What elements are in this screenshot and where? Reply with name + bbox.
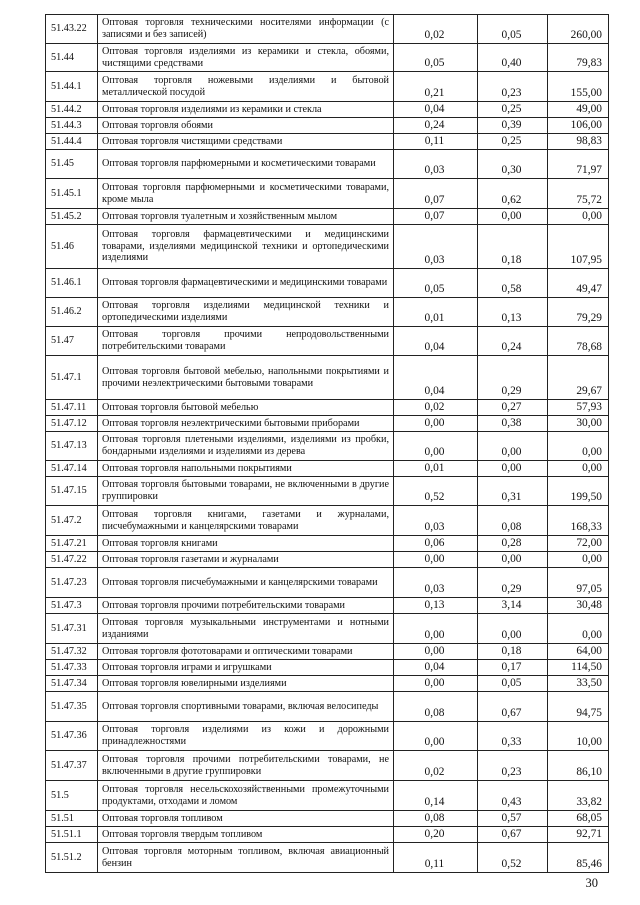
row-code: 51.47.34 [46,676,98,692]
row-value-2: 0,08 [478,506,548,536]
row-name: Оптовая торговля ножевыми изделиями и бытовой металлической посудой [98,72,394,102]
row-value-3: 0,00 [548,432,609,461]
table-row [46,843,609,873]
row-code: 51.47 [46,327,98,356]
row-value-3: 0,00 [548,209,609,225]
row-value-1: 0,03 [394,506,478,536]
row-value-1: 0,05 [394,44,478,72]
row-value-1: 0,00 [394,722,478,751]
row-value-2: 0,24 [478,327,548,356]
row-value-2: 0,00 [478,461,548,477]
row-code: 51.43.22 [46,15,98,44]
table-row [46,209,609,225]
row-value-2: 0,27 [478,400,548,416]
table-row [46,536,609,552]
row-name: Оптовая торговля ювелирными изделиями [98,676,394,692]
table-row [46,827,609,843]
table-row [46,781,609,811]
row-code: 51.47.15 [46,477,98,506]
row-code: 51.44 [46,44,98,72]
row-value-3: 94,75 [548,692,609,722]
row-value-3: 68,05 [548,811,609,827]
row-name: Оптовая торговля играми и игрушками [98,660,394,676]
row-code: 51.47.12 [46,416,98,432]
row-value-1: 0,13 [394,598,478,614]
row-code: 51.47.35 [46,692,98,722]
row-code: 51.44.1 [46,72,98,102]
row-value-2: 0,00 [478,209,548,225]
row-value-3: 30,00 [548,416,609,432]
row-name: Оптовая торговля туалетным и хозяйственным мылом [98,209,394,225]
row-value-2: 0,05 [478,676,548,692]
table-row [46,692,609,722]
table-body [46,15,609,873]
row-value-2: 0,23 [478,751,548,781]
table-row [46,225,609,269]
row-value-1: 0,06 [394,536,478,552]
table-row [46,269,609,298]
table-row [46,298,609,327]
row-code: 51.46 [46,225,98,269]
row-name: Оптовая торговля топливом [98,811,394,827]
row-name: Оптовая торговля техническими носителями информации (с записями и без записей) [98,15,394,44]
row-value-3: 98,83 [548,134,609,150]
row-name: Оптовая торговля неэлектрическими бытовыми приборами [98,416,394,432]
row-code: 51.47.36 [46,722,98,751]
row-name: Оптовая торговля парфюмерными и косметическими товарами [98,150,394,179]
row-value-2: 0,17 [478,660,548,676]
row-code: 51.47.11 [46,400,98,416]
row-code: 51.51.1 [46,827,98,843]
row-value-3: 29,67 [548,356,609,400]
row-value-1: 0,04 [394,102,478,118]
row-value-1: 0,01 [394,298,478,327]
row-value-1: 0,02 [394,751,478,781]
row-value-3: 30,48 [548,598,609,614]
row-value-1: 0,07 [394,209,478,225]
row-name: Оптовая торговля изделиями медицинской техники и ортопедическими изделиями [98,298,394,327]
row-value-3: 0,00 [548,552,609,568]
row-value-3: 260,00 [548,15,609,44]
row-value-3: 75,72 [548,179,609,209]
row-value-1: 0,00 [394,552,478,568]
row-value-1: 0,02 [394,400,478,416]
row-code: 51.51 [46,811,98,827]
row-value-1: 0,04 [394,660,478,676]
row-value-1: 0,02 [394,15,478,44]
row-value-2: 0,43 [478,781,548,811]
row-value-3: 33,50 [548,676,609,692]
row-value-3: 64,00 [548,644,609,660]
row-name: Оптовая торговля музыкальными инструментами и нотными изданиями [98,614,394,644]
row-code: 51.47.31 [46,614,98,644]
row-value-2: 0,62 [478,179,548,209]
row-name: Оптовая торговля обоями [98,118,394,134]
row-value-2: 0,28 [478,536,548,552]
row-value-2: 0,29 [478,356,548,400]
table-row [46,552,609,568]
row-name: Оптовая торговля писчебумажными и канцелярскими товарами [98,568,394,598]
row-value-2: 0,67 [478,692,548,722]
row-value-1: 0,14 [394,781,478,811]
row-value-3: 57,93 [548,400,609,416]
row-value-2: 0,13 [478,298,548,327]
row-value-1: 0,52 [394,477,478,506]
row-name: Оптовая торговля изделиями из керамики и стекла [98,102,394,118]
row-value-2: 0,18 [478,225,548,269]
row-value-3: 72,00 [548,536,609,552]
row-value-1: 0,08 [394,692,478,722]
row-code: 51.44.4 [46,134,98,150]
table-row [46,811,609,827]
row-value-1: 0,00 [394,676,478,692]
row-value-1: 0,05 [394,269,478,298]
row-code: 51.47.21 [46,536,98,552]
table-row [46,118,609,134]
table-row [46,644,609,660]
table-row [46,72,609,102]
row-value-3: 114,50 [548,660,609,676]
row-value-2: 0,05 [478,15,548,44]
row-value-2: 3,14 [478,598,548,614]
table-row [46,15,609,44]
row-code: 51.47.14 [46,461,98,477]
table-row [46,568,609,598]
table-row [46,44,609,72]
row-value-2: 0,40 [478,44,548,72]
row-value-3: 92,71 [548,827,609,843]
table-row [46,461,609,477]
row-name: Оптовая торговля прочими потребительскими товарами, не включенными в другие группировки [98,751,394,781]
row-name: Оптовая торговля моторным топливом, включая авиационный бензин [98,843,394,873]
row-value-1: 0,00 [394,432,478,461]
row-value-1: 0,24 [394,118,478,134]
row-value-2: 0,52 [478,843,548,873]
table-row [46,676,609,692]
row-code: 51.47.33 [46,660,98,676]
row-code: 51.44.3 [46,118,98,134]
row-code: 51.47.22 [46,552,98,568]
row-code: 51.47.13 [46,432,98,461]
row-value-1: 0,03 [394,225,478,269]
row-code: 51.47.32 [46,644,98,660]
row-value-3: 97,05 [548,568,609,598]
row-code: 51.46.2 [46,298,98,327]
table-row [46,614,609,644]
page-number: 30 [585,876,598,890]
table-row [46,477,609,506]
row-value-3: 78,68 [548,327,609,356]
row-name: Оптовая торговля бытовыми товарами, не включенными в другие группировки [98,477,394,506]
row-value-1: 0,03 [394,150,478,179]
row-value-1: 0,20 [394,827,478,843]
row-value-3: 168,33 [548,506,609,536]
row-value-1: 0,00 [394,644,478,660]
row-value-3: 0,00 [548,614,609,644]
row-code: 51.47.23 [46,568,98,598]
row-value-1: 0,21 [394,72,478,102]
row-code: 51.45 [46,150,98,179]
row-value-1: 0,04 [394,327,478,356]
row-name: Оптовая торговля фототоварами и оптическими товарами [98,644,394,660]
row-value-3: 71,97 [548,150,609,179]
row-value-2: 0,39 [478,118,548,134]
row-value-3: 199,50 [548,477,609,506]
table-row [46,102,609,118]
row-name: Оптовая торговля книгами [98,536,394,552]
row-value-3: 0,00 [548,461,609,477]
table-row [46,506,609,536]
row-name: Оптовая торговля плетеными изделиями, изделиями из пробки, бондарными изделиями и изделиями из дерева [98,432,394,461]
row-value-3: 49,00 [548,102,609,118]
row-value-2: 0,25 [478,134,548,150]
table-row [46,432,609,461]
row-name: Оптовая торговля книгами, газетами и журналами, писчебумажными и канцелярскими товарами [98,506,394,536]
activity-codes-table [45,14,609,873]
row-value-2: 0,31 [478,477,548,506]
table-row [46,751,609,781]
row-name: Оптовая торговля чистящими средствами [98,134,394,150]
row-name: Оптовая торговля твердым топливом [98,827,394,843]
row-value-1: 0,03 [394,568,478,598]
row-value-3: 107,95 [548,225,609,269]
row-code: 51.5 [46,781,98,811]
row-code: 51.44.2 [46,102,98,118]
row-value-3: 10,00 [548,722,609,751]
row-value-2: 0,30 [478,150,548,179]
row-value-2: 0,38 [478,416,548,432]
row-code: 51.51.2 [46,843,98,873]
row-value-2: 0,29 [478,568,548,598]
row-value-3: 86,10 [548,751,609,781]
row-value-3: 85,46 [548,843,609,873]
row-value-3: 155,00 [548,72,609,102]
row-value-2: 0,23 [478,72,548,102]
table-row [46,660,609,676]
row-name: Оптовая торговля фармацевтическими и медицинскими товарами [98,269,394,298]
row-value-3: 106,00 [548,118,609,134]
row-value-3: 79,83 [548,44,609,72]
row-code: 51.47.1 [46,356,98,400]
table-row [46,327,609,356]
table-row [46,416,609,432]
row-code: 51.47.37 [46,751,98,781]
row-name: Оптовая торговля несельскохозяйственными промежуточными продуктами, отходами и ломом [98,781,394,811]
row-value-1: 0,11 [394,134,478,150]
table-row [46,598,609,614]
row-value-1: 0,01 [394,461,478,477]
row-value-1: 0,07 [394,179,478,209]
row-value-2: 0,00 [478,432,548,461]
row-value-1: 0,08 [394,811,478,827]
row-value-2: 0,67 [478,827,548,843]
table-row [46,356,609,400]
row-name: Оптовая торговля изделиями из кожи и дорожными принадлежностями [98,722,394,751]
row-value-1: 0,11 [394,843,478,873]
row-value-2: 0,57 [478,811,548,827]
row-value-1: 0,04 [394,356,478,400]
row-value-2: 0,00 [478,552,548,568]
row-code: 51.45.2 [46,209,98,225]
row-name: Оптовая торговля фармацевтическими и медицинскими товарами, изделиями медицинской техники и ортопедическими изделиями [98,225,394,269]
row-name: Оптовая торговля напольными покрытиями [98,461,394,477]
row-name: Оптовая торговля спортивными товарами, включая велосипеды [98,692,394,722]
row-value-3: 33,82 [548,781,609,811]
row-name: Оптовая торговля бытовой мебелью [98,400,394,416]
row-value-1: 0,00 [394,416,478,432]
row-name: Оптовая торговля бытовой мебелью, напольными покрытиями и прочими неэлектрическими бытовыми товарами [98,356,394,400]
row-value-2: 0,00 [478,614,548,644]
row-value-2: 0,33 [478,722,548,751]
row-name: Оптовая торговля парфюмерными и косметическими товарами, кроме мыла [98,179,394,209]
row-code: 51.47.2 [46,506,98,536]
row-code: 51.45.1 [46,179,98,209]
row-value-3: 49,47 [548,269,609,298]
row-name: Оптовая торговля прочими потребительскими товарами [98,598,394,614]
table-row [46,179,609,209]
row-value-2: 0,25 [478,102,548,118]
row-value-1: 0,00 [394,614,478,644]
row-name: Оптовая торговля прочими непродовольственными потребительскими товарами [98,327,394,356]
table-row [46,134,609,150]
table-row [46,150,609,179]
row-value-3: 79,29 [548,298,609,327]
table-row [46,722,609,751]
row-name: Оптовая торговля изделиями из керамики и стекла, обоями, чистящими средствами [98,44,394,72]
row-code: 51.47.3 [46,598,98,614]
table-row [46,400,609,416]
row-code: 51.46.1 [46,269,98,298]
row-value-2: 0,58 [478,269,548,298]
row-name: Оптовая торговля газетами и журналами [98,552,394,568]
row-value-2: 0,18 [478,644,548,660]
